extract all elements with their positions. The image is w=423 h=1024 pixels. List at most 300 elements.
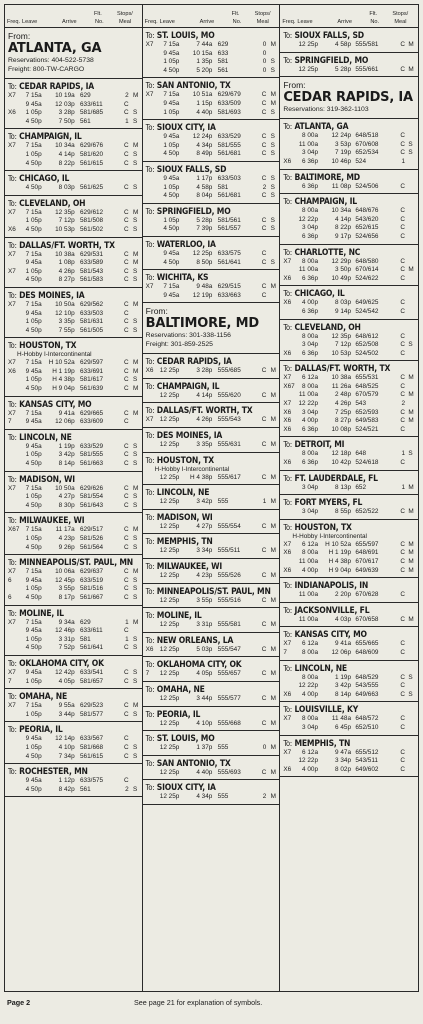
leave-time-cell: 9 45a — [25, 627, 42, 635]
arrive-time-cell: 10 53p — [55, 225, 75, 233]
flight-number-cell: 581/685 — [80, 109, 104, 117]
flight-number-cell: 524/622 — [355, 274, 379, 282]
flight-row — [280, 258, 418, 267]
flight-row — [143, 100, 280, 109]
destination-city: LOUISVILLE, KY — [294, 705, 359, 716]
flight-row — [5, 268, 142, 277]
arrive-time-cell: 12 24p — [192, 133, 213, 141]
header-flt: Flt. — [94, 11, 102, 17]
leave-time-cell: 4 50p — [163, 192, 180, 200]
leave-time-cell: 4 50p — [25, 159, 42, 167]
stops-cell: 2 — [262, 183, 267, 191]
stops-cell: C — [124, 409, 129, 417]
leave-time-cell: 1 05p — [163, 216, 180, 224]
stops-cell: C — [400, 149, 405, 157]
leave-time-cell: 8 00a — [302, 673, 318, 681]
leave-time-cell: 1 05p — [25, 585, 42, 593]
flight-row — [5, 594, 142, 603]
frequency-cell: X7 — [8, 618, 16, 626]
flight-number-cell: 524 — [355, 157, 367, 165]
meal-cell: M — [270, 596, 276, 604]
stops-cell: C — [400, 715, 405, 723]
frequency-cell: X7 — [283, 400, 292, 408]
leave-time-cell: 7 15a — [163, 41, 180, 48]
stops-cell: C — [261, 441, 267, 449]
destination-heading — [5, 725, 142, 735]
leave-time-cell: 12 25p — [159, 522, 180, 530]
flight-row — [5, 184, 142, 193]
header-freq: Freq. — [282, 19, 296, 25]
flight-row — [5, 644, 142, 653]
flight-row — [5, 568, 142, 577]
flight-number-cell: 561/641 — [217, 258, 241, 266]
flight-number-cell: 633/567 — [80, 735, 104, 743]
leave-time-cell: 6 36p — [302, 425, 318, 433]
leave-time-cell: 12 25p — [159, 547, 180, 555]
stops-cell: 0 — [262, 66, 267, 74]
destination-city: HOUSTON, TX — [19, 341, 77, 352]
destination-city: HOUSTON, TX — [156, 455, 215, 466]
stops-cell: 2 — [125, 785, 129, 793]
flight-row — [143, 367, 280, 376]
flight-row — [5, 777, 142, 786]
arrive-time-cell: 10 34a — [55, 142, 75, 150]
destination-city: LINCOLN, NE — [294, 663, 347, 674]
stops-cell: 1 — [125, 117, 129, 125]
arrive-time-cell: 7 55p — [58, 326, 75, 334]
flight-row — [143, 523, 280, 532]
destination-city: DES MOINES, IA — [156, 431, 223, 442]
meal-cell: M — [133, 300, 139, 308]
stops-cell: C — [124, 225, 129, 233]
flight-number-cell: 670/617 — [355, 558, 379, 565]
flight-number-cell: 633/529 — [217, 133, 241, 141]
flight-row — [280, 233, 418, 242]
flight-row — [5, 485, 142, 494]
flight-number-cell: 629 — [80, 92, 91, 99]
flight-number-cell: 555/631 — [217, 441, 241, 449]
destination-heading — [143, 81, 280, 91]
leave-time-cell: 8 00a — [302, 450, 318, 458]
leave-time-cell: 1 05p — [163, 141, 180, 149]
to-prefix: To: — [8, 558, 17, 568]
destination-city: MEMPHIS, TN — [294, 738, 351, 749]
destination-heading — [143, 759, 280, 769]
to-prefix: To: — [8, 240, 17, 250]
to-prefix: To: — [8, 399, 17, 409]
leave-time-cell: 6 36p — [302, 349, 318, 357]
leave-time-cell: 12 25p — [159, 645, 180, 653]
arrive-time-cell: 12 45p — [55, 576, 75, 584]
to-prefix: To: — [145, 709, 155, 719]
arrive-time-cell: 12 10p — [55, 309, 75, 317]
destination-city: CHAMPAIGN, IL — [19, 132, 82, 143]
leave-time-cell: 8 00a — [302, 332, 318, 340]
meal-cell: M — [133, 409, 139, 417]
flight-number-cell: 524/502 — [355, 349, 379, 357]
origin-label: From: — [145, 306, 168, 317]
flight-number-cell: 581 — [217, 58, 229, 66]
destination-heading — [143, 357, 280, 367]
leave-time-cell: 12 22p — [298, 400, 318, 408]
meal-cell: S — [270, 216, 275, 224]
arrive-time-cell: 4 05p — [58, 677, 75, 685]
stops-cell: C — [261, 416, 267, 424]
header-leave: Leave — [297, 19, 313, 25]
frequency-cell: X6 — [283, 690, 292, 698]
destination-block — [143, 633, 280, 658]
flight-row — [5, 359, 142, 368]
flight-number-cell: 561/557 — [217, 225, 241, 233]
flight-number-cell: 543/620 — [355, 215, 379, 223]
leave-time-cell: 7 15a — [25, 526, 42, 534]
to-prefix: To: — [145, 635, 155, 645]
leave-time-cell: 3 04p — [302, 149, 318, 157]
stops-cell: C — [261, 522, 267, 530]
meal-cell: S — [270, 183, 275, 191]
leave-time-cell: 4 00p — [302, 765, 318, 773]
arrive-time-cell: 10 42p — [331, 459, 351, 467]
origin-label: From: — [8, 31, 31, 41]
destination-city: DETROIT, MI — [294, 440, 345, 451]
header-leave: Leave — [22, 19, 38, 25]
stops-cell: 1 — [125, 635, 129, 643]
destination-heading — [143, 382, 280, 392]
destination-city: CHICAGO, IL — [19, 174, 70, 185]
destination-block — [5, 472, 142, 514]
arrive-time-cell: 8 13p — [335, 483, 351, 491]
destination-city: CLEVELAND, OH — [294, 322, 361, 333]
flight-row — [5, 460, 142, 469]
frequency-cell: X7 — [8, 702, 16, 710]
meal-cell: S — [133, 644, 138, 652]
destination-city: MILWAUKEE, WI — [19, 516, 85, 527]
flight-number-cell: 561/641 — [80, 644, 104, 652]
arrive-time-cell: 3 28p — [58, 109, 75, 117]
flight-number-cell: 555/581 — [355, 41, 379, 48]
arrive-time-cell: 10 19a — [55, 92, 75, 99]
leave-time-cell: 4 50p — [25, 543, 42, 551]
destination-block — [143, 707, 280, 732]
destination-block — [280, 603, 418, 628]
destination-block — [280, 245, 418, 287]
meal-cell: M — [408, 540, 414, 548]
meal-cell: S — [133, 635, 138, 643]
flight-row — [143, 392, 280, 401]
flight-row — [280, 333, 418, 342]
flight-number-cell: 543 — [355, 400, 367, 408]
flight-row — [5, 493, 142, 502]
meal-cell: S — [133, 326, 138, 334]
meal-cell: M — [408, 374, 414, 382]
leave-time-cell: 8 00a — [302, 257, 318, 265]
arrive-time-cell: 5 28p — [196, 216, 213, 224]
stops-cell: C — [400, 723, 405, 731]
destination-block — [5, 430, 142, 472]
leave-time-cell: 3 04p — [302, 408, 318, 416]
flight-row — [280, 308, 418, 317]
stops-cell: C — [124, 668, 129, 676]
flight-number-cell: 555/511 — [217, 547, 241, 555]
meal-cell: S — [133, 576, 138, 584]
flight-number-cell: 581/693 — [217, 108, 241, 116]
flight-number-cell: 633/609 — [80, 418, 104, 426]
to-prefix: To: — [283, 322, 292, 332]
leave-time-cell: 4 50p — [25, 117, 42, 125]
flight-number-cell: 633 — [217, 49, 229, 57]
arrive-time-cell: 7 52p — [58, 644, 75, 652]
flight-number-cell: 633/611 — [80, 627, 103, 635]
stops-cell: C — [400, 425, 405, 433]
flight-row — [280, 299, 418, 308]
to-prefix: To: — [145, 660, 155, 670]
stops-cell: C — [400, 132, 405, 140]
flight-number-cell: 652/508 — [355, 341, 379, 349]
stops-cell: C — [124, 367, 129, 375]
flight-number-cell: 655/665 — [355, 640, 379, 648]
flight-number-cell: 555/657 — [217, 670, 241, 678]
stops-cell: 1 — [262, 498, 267, 506]
destination-heading — [5, 558, 142, 568]
arrive-time-cell: 5 20p — [196, 66, 213, 74]
destination-city: MOLINE, IL — [156, 611, 202, 622]
arrive-time-cell: 1 37p — [196, 744, 213, 752]
flight-number-cell: 555/581 — [217, 621, 241, 629]
flight-number-cell: 561/625 — [80, 184, 104, 192]
destination-block — [143, 584, 280, 609]
destination-heading — [5, 174, 142, 184]
to-prefix: To: — [145, 537, 155, 547]
to-prefix: To: — [8, 132, 17, 142]
destination-city: FORT MYERS, FL — [294, 498, 363, 509]
destination-heading — [280, 664, 418, 674]
flight-row — [143, 41, 280, 50]
meal-cell: S — [133, 501, 138, 509]
destination-city: MADISON, WI — [156, 512, 213, 523]
to-prefix: To: — [283, 289, 292, 299]
arrive-time-cell: 9 34a — [58, 618, 75, 626]
flight-row — [280, 674, 418, 683]
destination-block — [5, 689, 142, 722]
flight-row — [280, 141, 418, 150]
destination-city: MADISON, WI — [19, 474, 75, 485]
leave-time-cell: 12 25p — [159, 367, 180, 375]
arrive-time-cell: 11 08p — [331, 182, 351, 190]
to-prefix: To: — [145, 31, 155, 40]
meal-cell: M — [408, 266, 414, 274]
arrive-time-cell: 10 46p — [331, 157, 351, 165]
leave-time-cell: 1 05p — [25, 535, 42, 542]
frequency-cell: X7 — [145, 41, 154, 48]
arrive-time-cell: 8 22p — [335, 224, 351, 232]
arrive-time-cell: 9 55a — [58, 702, 75, 710]
flight-number-cell: 648/529 — [355, 673, 379, 681]
destination-block — [280, 495, 418, 520]
destination-heading — [5, 341, 142, 351]
destination-block — [5, 722, 142, 764]
arrive-time-cell: 1 15p — [196, 99, 213, 107]
meal-cell: M — [270, 670, 276, 678]
flight-number-cell: 633/503 — [217, 174, 241, 182]
header-stops: Stops/ — [254, 11, 271, 17]
destination-city: BALTIMORE, MD — [294, 172, 360, 183]
destination-block — [143, 28, 280, 78]
arrive-time-cell: 3 35p — [58, 318, 75, 326]
destination-city: SAN ANTONIO, TX — [156, 81, 231, 92]
flight-number-cell: 655/512 — [355, 748, 379, 756]
to-prefix: To: — [8, 474, 17, 484]
arrive-time-cell: 3 35p — [196, 441, 213, 449]
destination-block — [143, 237, 280, 270]
meal-cell: M — [133, 367, 139, 375]
arrive-time-cell: 12 03p — [55, 100, 75, 108]
arrive-time-cell: 8 14p — [335, 690, 351, 698]
destination-block — [5, 397, 142, 430]
arrive-time-cell: 10 50a — [55, 300, 75, 308]
flight-number-cell: 633/519 — [80, 576, 104, 584]
leave-time-cell: 4 50p — [25, 276, 42, 284]
arrive-time-cell: 4 34p — [196, 793, 213, 801]
schedule-column — [280, 4, 418, 991]
destination-heading — [5, 659, 142, 669]
flight-row — [5, 276, 142, 285]
frequency-cell: 6 — [8, 576, 12, 584]
flight-row — [280, 341, 418, 350]
stops-cell: C — [124, 259, 129, 267]
destination-city: PEORIA, IL — [156, 709, 201, 720]
arrive-time-cell: 3 34p — [196, 547, 213, 555]
stops-cell: C — [400, 224, 405, 232]
frequency-cell: X6 — [283, 299, 292, 307]
arrive-time-cell: 3 34p — [335, 757, 351, 765]
flight-number-cell: 543/555 — [355, 682, 379, 690]
meal-cell: M — [270, 621, 276, 629]
flight-number-cell: 652/522 — [355, 508, 379, 516]
stops-cell: C — [400, 349, 405, 357]
flight-row — [143, 150, 280, 159]
leave-time-cell: 12 22p — [298, 682, 318, 690]
flight-row — [5, 526, 142, 535]
flight-number-cell: 524/506 — [355, 182, 379, 190]
stops-cell: C — [124, 493, 129, 501]
meal-cell: S — [133, 318, 138, 326]
arrive-time-cell: 4 10p — [196, 719, 213, 727]
stops-cell: C — [124, 142, 129, 150]
header-leave: Leave — [159, 19, 175, 25]
to-prefix: To: — [283, 663, 292, 673]
arrive-time-cell: 3 50p — [335, 266, 351, 274]
meal-cell: S — [270, 192, 275, 200]
flight-row — [280, 224, 418, 233]
destination-heading — [143, 165, 280, 175]
arrive-time-cell: 7 44a — [196, 41, 213, 48]
frequency-cell: X7 — [8, 409, 16, 417]
flight-row — [143, 225, 280, 234]
destination-city: DES MOINES, IA — [19, 290, 85, 301]
flight-row — [5, 118, 142, 127]
meal-cell: M — [408, 549, 414, 557]
arrive-time-cell: 4 14p — [196, 391, 213, 399]
flight-number-cell: 561/615 — [80, 159, 104, 167]
stops-cell: C — [400, 549, 405, 557]
stops-cell: C — [261, 150, 267, 158]
to-prefix: To: — [145, 734, 155, 744]
flight-number-cell: 581/526 — [80, 535, 104, 542]
meal-cell: S — [270, 141, 275, 149]
arrive-time-cell: 10 34a — [331, 207, 351, 215]
destination-city: CHAMPAIGN, IL — [156, 381, 220, 392]
leave-time-cell: 6 12a — [302, 374, 318, 382]
flight-number-cell: 561/667 — [80, 593, 104, 601]
flight-number-cell: 561/681 — [217, 150, 241, 158]
meal-cell: S — [133, 184, 138, 192]
destination-city: PEORIA, IL — [19, 725, 63, 736]
flight-row — [280, 41, 418, 50]
symbols-note: See page 21 for explanation of symbols. — [134, 998, 263, 1007]
flight-number-cell: 581/508 — [80, 217, 104, 225]
meal-cell: S — [133, 543, 138, 551]
destination-city: CHAMPAIGN, IL — [294, 197, 357, 208]
schedule-page — [4, 4, 419, 992]
destination-block — [280, 170, 418, 195]
meal-cell: M — [133, 702, 139, 710]
destination-city: OKLAHOMA CITY, OK — [19, 658, 104, 669]
to-prefix: To: — [145, 758, 155, 768]
frequency-cell: X7 — [8, 142, 16, 150]
leave-time-cell: 4 00p — [302, 566, 318, 574]
leave-time-cell: 12 25p — [159, 744, 180, 752]
destination-heading — [5, 609, 142, 619]
destination-heading — [5, 400, 142, 410]
arrive-time-cell: 4 34p — [196, 141, 213, 149]
destination-heading — [280, 56, 418, 66]
stops-cell: C — [261, 645, 267, 653]
destination-city: MEMPHIS, TN — [156, 537, 213, 548]
leave-time-cell: 12 22p — [298, 215, 318, 223]
stops-cell: 0 — [262, 49, 267, 57]
flight-row — [280, 216, 418, 225]
destination-block — [143, 682, 280, 707]
leave-time-cell: 9 45a — [163, 99, 180, 107]
arrive-time-cell: H 4 38p — [189, 473, 213, 481]
frequency-cell: X6 — [145, 645, 154, 653]
destination-city: MINNEAPOLIS/ST. PAUL, MN — [19, 558, 133, 569]
meal-cell: M — [408, 408, 414, 416]
leave-time-cell: 1 05p — [25, 109, 42, 117]
arrive-time-cell: 1 19p — [58, 442, 75, 450]
header-freq: Freq. — [144, 19, 158, 25]
flight-number-cell: 629/562 — [80, 300, 104, 308]
stops-cell: C — [400, 274, 405, 282]
destination-heading — [280, 289, 418, 299]
flight-number-cell: 555/693 — [217, 768, 241, 776]
stops-cell: C — [124, 501, 129, 509]
arrive-time-cell: 12 29p — [331, 257, 351, 265]
destination-city: DALLAS/FT. WORTH, TX — [156, 406, 253, 417]
meal-cell: S — [133, 267, 138, 275]
stops-cell: C — [400, 408, 405, 416]
stops-cell: C — [261, 141, 267, 149]
frequency-cell: X6 — [283, 274, 292, 282]
meal-cell: M — [133, 385, 139, 393]
destination-city: WATERLOO, IA — [156, 239, 216, 250]
flight-row — [280, 409, 418, 418]
flight-number-cell: 555 — [217, 793, 229, 801]
arrive-time-cell: 4 58p — [335, 41, 351, 48]
flight-number-cell: 629/676 — [80, 142, 104, 150]
meal-cell: M — [408, 566, 414, 574]
destination-block — [143, 270, 280, 303]
